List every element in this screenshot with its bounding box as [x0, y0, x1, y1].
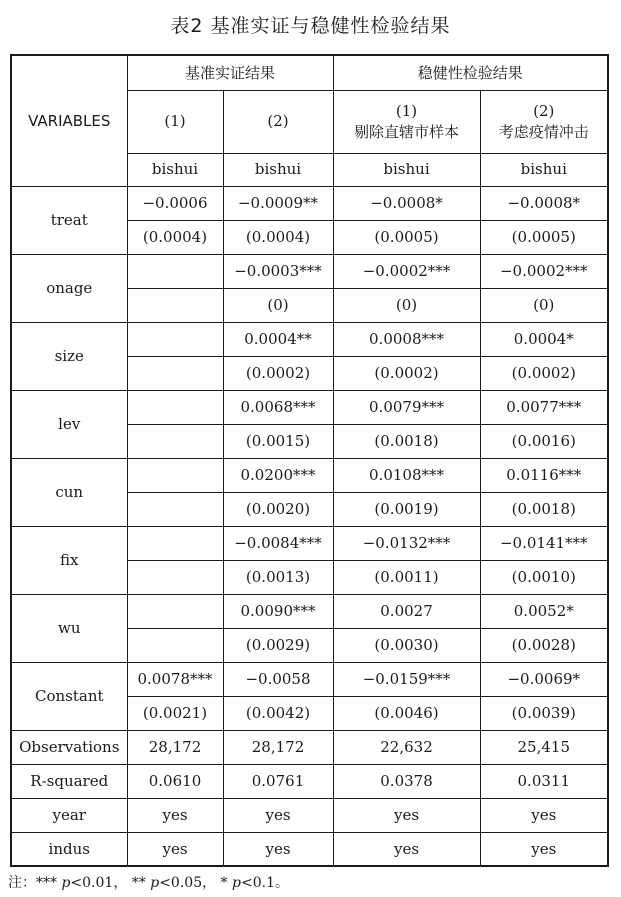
table-title: 表2 基准实证与稳健性检验结果 [170, 15, 451, 37]
se-cell: (0.0018) [333, 424, 480, 458]
se-cell: (0.0039) [480, 696, 608, 730]
coef-cell: −0.0069* [480, 662, 608, 696]
se-cell: (0.0046) [333, 696, 480, 730]
table-row [11, 186, 608, 220]
stats-row [11, 764, 608, 798]
coef-cell: 0.0108*** [333, 458, 480, 492]
stats-cell: yes [480, 798, 608, 832]
coef-cell: 0.0052* [480, 594, 608, 628]
col-header-4: (2) 考虑疫情冲击 [480, 90, 608, 153]
se-cell: (0.0021) [127, 696, 223, 730]
stats-cell: yes [480, 832, 608, 866]
row-label: treat [11, 186, 127, 254]
se-cell: (0.0002) [223, 356, 333, 390]
coef-cell: 0.0079*** [333, 390, 480, 424]
stats-cell: 0.0311 [480, 764, 608, 798]
se-cell: (0.0004) [127, 220, 223, 254]
coef-cell: 0.0116*** [480, 458, 608, 492]
row-label: size [11, 322, 127, 390]
coef-cell: −0.0159*** [333, 662, 480, 696]
coef-cell: −0.0058 [223, 662, 333, 696]
table-row [11, 322, 608, 356]
coef-cell: 0.0008*** [333, 322, 480, 356]
se-cell: (0.0002) [333, 356, 480, 390]
se-cell: (0.0004) [223, 220, 333, 254]
row-label: onage [11, 254, 127, 322]
table-row [11, 594, 608, 628]
dep-var-1: bishui [127, 153, 223, 186]
se-cell: (0.0002) [480, 356, 608, 390]
group-header-robustness: 稳健性检验结果 [333, 55, 608, 90]
se-cell [127, 628, 223, 662]
se-cell: (0) [333, 288, 480, 322]
se-cell [127, 492, 223, 526]
se-cell: (0.0005) [480, 220, 608, 254]
row-label: fix [11, 526, 127, 594]
stats-row [11, 798, 608, 832]
stats-row [11, 730, 608, 764]
coef-cell: −0.0009** [223, 186, 333, 220]
dep-var-4: bishui [480, 153, 608, 186]
dep-var-2: bishui [223, 153, 333, 186]
se-cell: (0.0016) [480, 424, 608, 458]
stats-cell: yes [223, 798, 333, 832]
table-row [11, 458, 608, 492]
coef-cell: −0.0003*** [223, 254, 333, 288]
stats-cell: yes [127, 832, 223, 866]
se-cell [127, 356, 223, 390]
row-label: lev [11, 390, 127, 458]
se-cell: (0.0030) [333, 628, 480, 662]
se-cell [127, 560, 223, 594]
table-row [11, 390, 608, 424]
se-cell [127, 424, 223, 458]
coef-cell: −0.0008* [480, 186, 608, 220]
coef-cell [127, 458, 223, 492]
stats-label: year [11, 798, 127, 832]
table-row [11, 662, 608, 696]
stats-cell: yes [333, 798, 480, 832]
se-cell: (0.0019) [333, 492, 480, 526]
coef-cell: −0.0084*** [223, 526, 333, 560]
coef-cell: −0.0002*** [333, 254, 480, 288]
stats-cell: yes [127, 798, 223, 832]
stats-cell: 0.0378 [333, 764, 480, 798]
coef-cell [127, 322, 223, 356]
coef-cell: 0.0090*** [223, 594, 333, 628]
row-label: cun [11, 458, 127, 526]
coef-cell: −0.0141*** [480, 526, 608, 560]
stats-cell: yes [333, 832, 480, 866]
results-table [10, 54, 609, 867]
se-cell: (0.0042) [223, 696, 333, 730]
stats-cell: 22,632 [333, 730, 480, 764]
se-cell [127, 288, 223, 322]
row-label: Constant [11, 662, 127, 730]
se-cell: (0.0015) [223, 424, 333, 458]
stats-cell: 28,172 [223, 730, 333, 764]
stats-label: indus [11, 832, 127, 866]
stats-cell: 0.0610 [127, 764, 223, 798]
col-header-1: (1) [127, 90, 223, 153]
se-cell: (0.0005) [333, 220, 480, 254]
col-header-2: (2) [223, 90, 333, 153]
coef-cell: 0.0068*** [223, 390, 333, 424]
coef-cell: 0.0004** [223, 322, 333, 356]
col-header-3: (1) 剔除直辖市样本 [333, 90, 480, 153]
stats-cell: 25,415 [480, 730, 608, 764]
stats-label: R-squared [11, 764, 127, 798]
stats-cell: yes [223, 832, 333, 866]
coef-cell [127, 254, 223, 288]
coef-cell [127, 390, 223, 424]
se-cell: (0.0020) [223, 492, 333, 526]
se-cell: (0.0010) [480, 560, 608, 594]
se-cell: (0.0028) [480, 628, 608, 662]
stats-cell: 0.0761 [223, 764, 333, 798]
stats-cell: 28,172 [127, 730, 223, 764]
se-cell: (0) [223, 288, 333, 322]
coef-cell [127, 526, 223, 560]
variables-header: VARIABLES [11, 55, 127, 186]
stats-label: Observations [11, 730, 127, 764]
coef-cell: 0.0004* [480, 322, 608, 356]
coef-cell: −0.0002*** [480, 254, 608, 288]
coef-cell: 0.0078*** [127, 662, 223, 696]
stats-row [11, 832, 608, 866]
coef-cell [127, 594, 223, 628]
coef-cell: 0.0200*** [223, 458, 333, 492]
dep-var-3: bishui [333, 153, 480, 186]
table-note: 注：*** p<0.01， ** p<0.05， * p<0.1。 [8, 875, 289, 891]
coef-cell: −0.0006 [127, 186, 223, 220]
se-cell: (0.0011) [333, 560, 480, 594]
coef-cell: 0.0077*** [480, 390, 608, 424]
coef-cell: −0.0008* [333, 186, 480, 220]
coef-cell: 0.0027 [333, 594, 480, 628]
se-cell: (0) [480, 288, 608, 322]
se-cell: (0.0018) [480, 492, 608, 526]
row-label: wu [11, 594, 127, 662]
coef-cell: −0.0132*** [333, 526, 480, 560]
table-row [11, 526, 608, 560]
se-cell: (0.0013) [223, 560, 333, 594]
table-row [11, 254, 608, 288]
group-header-baseline: 基准实证结果 [127, 55, 333, 90]
se-cell: (0.0029) [223, 628, 333, 662]
